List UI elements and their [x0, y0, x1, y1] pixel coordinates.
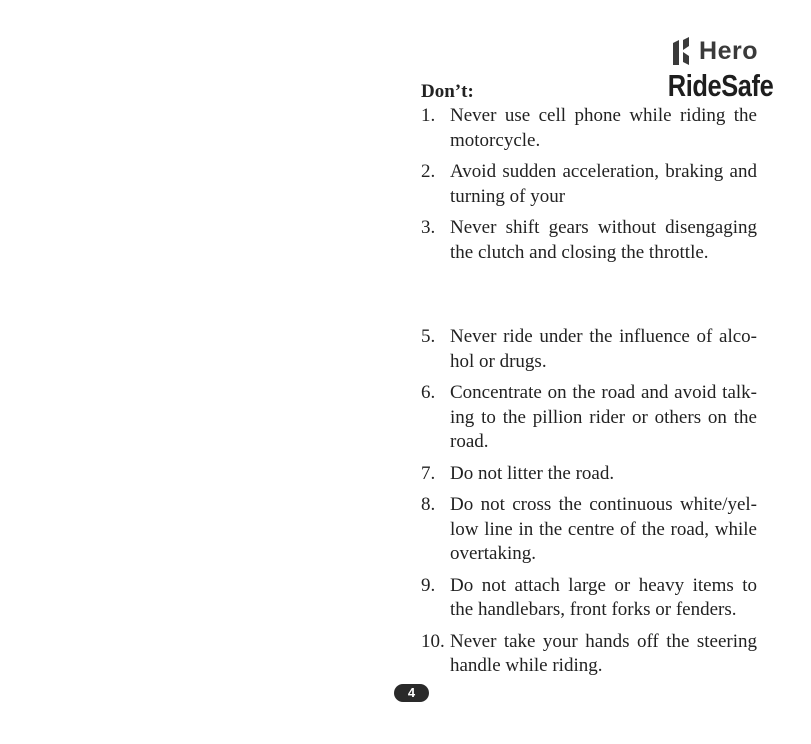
item-text: Do not litter the road.: [450, 462, 615, 484]
item-number: 6.: [421, 382, 436, 403]
item-number: 8.: [421, 494, 436, 515]
item-text: Concentrate on the road and avoid talk-ing to the pillion rider or others on the road.: [450, 382, 757, 452]
item-number: 1.: [421, 105, 436, 126]
item-text: Never ride under the influence of alco-hol or drugs.: [450, 326, 757, 372]
product-name: RideSafe: [667, 68, 774, 103]
list-item: [421, 574, 757, 623]
item-number: 5.: [421, 326, 436, 347]
list-gap: [421, 272, 757, 325]
list-item: [421, 493, 757, 567]
item-number: 7.: [421, 462, 436, 484]
brand-logo: [648, 36, 774, 103]
item-text: Never take your hands off the steering handle while riding.: [450, 630, 757, 676]
item-text: Avoid sudden acceleration, braking and turning of your: [450, 161, 757, 207]
item-text: Never shift gears without disengaging the clutch and closing the throttle.: [450, 217, 757, 263]
item-number: 9.: [421, 574, 436, 596]
list-item: [421, 104, 757, 153]
item-number: 2.: [421, 161, 436, 182]
list-item: [421, 160, 757, 209]
brand-row: [648, 36, 758, 66]
hero-logo-icon: [673, 37, 693, 65]
item-number: 3.: [421, 217, 436, 238]
list-item: [421, 325, 757, 374]
item-text: Never use cell phone while riding the motorcycle.: [450, 105, 757, 151]
brand-name: Hero: [699, 36, 758, 65]
item-text: Do not cross the continuous white/yel-low line in the centre of the road, while overtaking.: [450, 494, 757, 564]
list-item: [421, 462, 757, 487]
list-item: [421, 381, 757, 455]
item-number: 10.: [421, 630, 445, 652]
list-item: [421, 216, 757, 265]
section-heading: Don’t:: [421, 81, 474, 102]
donts-list: [421, 104, 757, 686]
page-number-badge: 4: [394, 684, 429, 702]
item-text: Do not attach large or heavy items to the handlebars, front forks or fenders.: [450, 574, 757, 620]
list-item: [421, 630, 757, 679]
